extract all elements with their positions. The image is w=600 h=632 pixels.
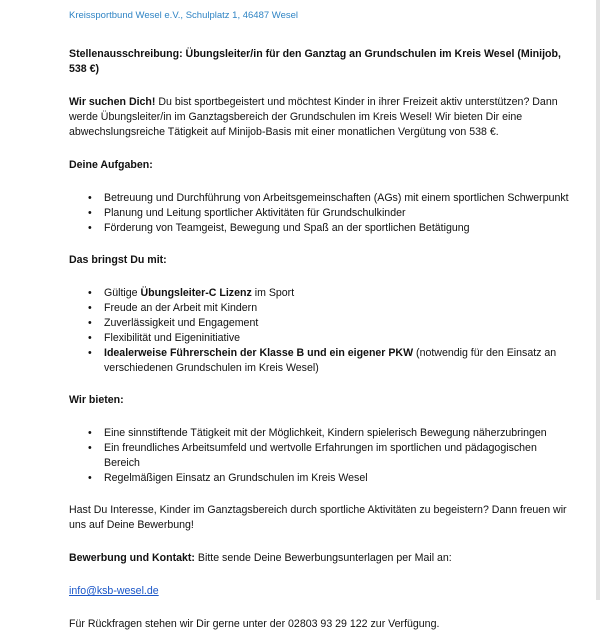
offer-list xyxy=(69,426,574,486)
item-text: Gültige xyxy=(104,287,141,299)
email-link[interactable]: info@ksb-wesel.de xyxy=(69,585,159,597)
contact-lead: Bewerbung und Kontakt: xyxy=(69,552,195,564)
item-text: (notwendig für den Einsatz an verschiedenen Grundschulen im Kreis Wesel) xyxy=(104,347,557,374)
closing-paragraph: Hast Du Interesse, Kinder im Ganztagsbereich durch sportliche Aktivitäten zu begeistern? Dann freuen wir uns auf Deine Bewerbung! xyxy=(69,504,567,531)
contact-paragraph xyxy=(69,551,574,566)
list-item: • Regelmäßigen Einsatz an Grundschulen im Kreis Wesel xyxy=(69,471,574,486)
letterhead-address: Kreissportbund Wesel e.V., Schulplatz 1, 46487 Wesel xyxy=(69,10,299,21)
requirements-heading: Das bringst Du mit: xyxy=(69,254,167,266)
item-bold-text: Übungsleiter-C Lizenz xyxy=(140,287,252,299)
intro-text: Du bist sportbegeistert und möchtest Kinder in ihrer Freizeit aktiv unterstützen? Dann werde Übungsleiter/in im Ganztagsbereich der Grundschulen im Kreis Wesel! Wir bieten Dir eine abwechslungsreiche Tätigkeit auf Minijob-Basis mit einer monatlichen Vergütung von 538 €. xyxy=(69,96,558,138)
list-item: • Betreuung und Durchführung von Arbeitsgemeinschaften (AGs) mit einem sportlichen Schwerpunkt xyxy=(69,191,574,206)
list-item: • Förderung von Teamgeist, Bewegung und Spaß an der sportlichen Betätigung xyxy=(69,221,574,236)
email-line xyxy=(69,584,574,599)
list-item: • Freude an der Arbeit mit Kindern xyxy=(69,301,574,316)
item-bold-text: Idealerweise Führerschein der Klasse B und ein eigener PKW xyxy=(104,347,414,359)
requirements-list xyxy=(69,286,574,376)
intro-paragraph xyxy=(69,95,574,140)
questions-paragraph: Für Rückfragen stehen wir Dir gerne unter der 02803 93 29 122 zur Verfügung. xyxy=(69,618,440,630)
list-item: • Ein freundliches Arbeitsumfeld und wertvolle Erfahrungen im sportlichen und pädagogischen Bereich xyxy=(69,441,574,471)
page-edge xyxy=(596,0,600,600)
tasks-heading: Deine Aufgaben: xyxy=(69,159,153,171)
list-item xyxy=(69,286,574,301)
tasks-list xyxy=(69,191,574,236)
list-item: • Flexibilität und Eigeninitiative xyxy=(69,331,574,346)
list-item: • Planung und Leitung sportlicher Aktivitäten für Grundschulkinder xyxy=(69,206,574,221)
item-text: im Sport xyxy=(251,287,295,299)
list-item: • Eine sinnstiftende Tätigkeit mit der Möglichkeit, Kindern spielerisch Bewegung näherzubringen xyxy=(69,426,574,441)
list-item: • Zuverlässigkeit und Engagement xyxy=(69,316,574,331)
contact-text: Bitte sende Deine Bewerbungsunterlagen per Mail an: xyxy=(194,552,452,564)
job-title: Stellenausschreibung: Übungsleiter/in für den Ganztag an Grundschulen im Kreis Wesel (Minijob, 538 €) xyxy=(69,48,561,75)
document-body xyxy=(69,47,574,632)
list-item xyxy=(69,346,574,376)
intro-lead: Wir suchen Dich! xyxy=(69,96,156,108)
offer-heading: Wir bieten: xyxy=(69,394,124,406)
